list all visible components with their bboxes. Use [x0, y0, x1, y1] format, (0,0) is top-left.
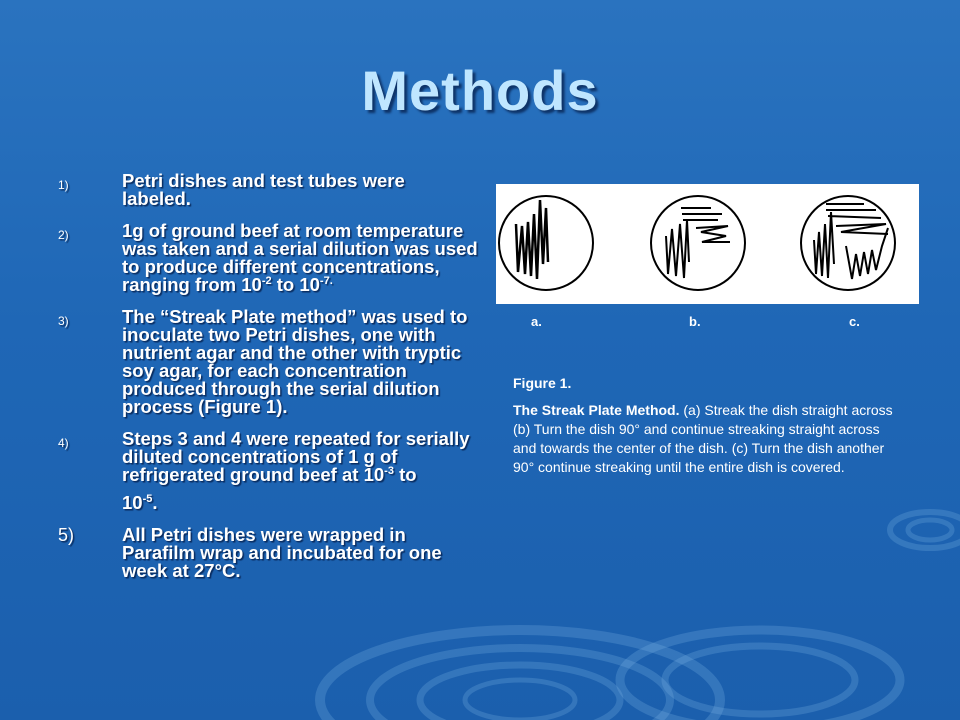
streak-plate-figure [496, 184, 919, 304]
panel-label-c: c. [849, 314, 860, 329]
figure-caption-body [513, 401, 903, 477]
step-number: 2) [58, 228, 69, 242]
method-step-2 [58, 222, 478, 294]
panel-label-b: b. [689, 314, 701, 329]
figure-caption [513, 374, 903, 477]
streak-a [516, 200, 548, 279]
method-step-1 [58, 172, 478, 208]
step-text: All Petri dishes were wrapped in Parafilm wrap and incubated for one week at 27°C. [122, 524, 442, 581]
method-step-4 [58, 430, 478, 512]
step-number: 4) [58, 436, 69, 450]
method-step-3 [58, 308, 478, 416]
figure-caption-text: (a) Streak the dish straight across (b) Turn the dish 90° and continue streaking straight across and towards the center of the dish. (c) Turn the dish another 90° continue streaking until the entire dish is covered. [513, 402, 893, 475]
step-text: 1g of ground beef at room temperature was taken and a serial dilution was used to produce different concentrations, ranging from $10^{-2}$ to $10^{-7.}$ [122, 220, 478, 295]
streak-plate-diagram [496, 184, 919, 304]
streak-b [666, 208, 730, 278]
streak-c [814, 204, 888, 279]
step-number: 3) [58, 314, 69, 328]
method-steps-list [58, 172, 478, 594]
petri-dish-b [651, 196, 745, 290]
step-number: 1) [58, 178, 69, 192]
step-text: Petri dishes and test tubes were labeled. [122, 170, 405, 209]
method-step-5 [58, 526, 478, 580]
step-number: 5) [58, 525, 75, 545]
figure-caption-bold: The Streak Plate Method. [513, 402, 680, 418]
step-text: Steps 3 and 4 were repeated for serially diluted concentrations of 1 g of refrigerated ground beef at $10^{-3}$ to $10^{-5}$. [122, 428, 470, 513]
panel-label-a: a. [531, 314, 542, 329]
step-text: The “Streak Plate method” was used to inoculate two Petri dishes, one with nutrient agar and the other with tryptic soy agar, for each concentration produced through the serial dilution process (Figure 1). [122, 306, 468, 417]
figure-caption-title: Figure 1. [513, 375, 572, 391]
slide-title: Methods [361, 59, 599, 122]
